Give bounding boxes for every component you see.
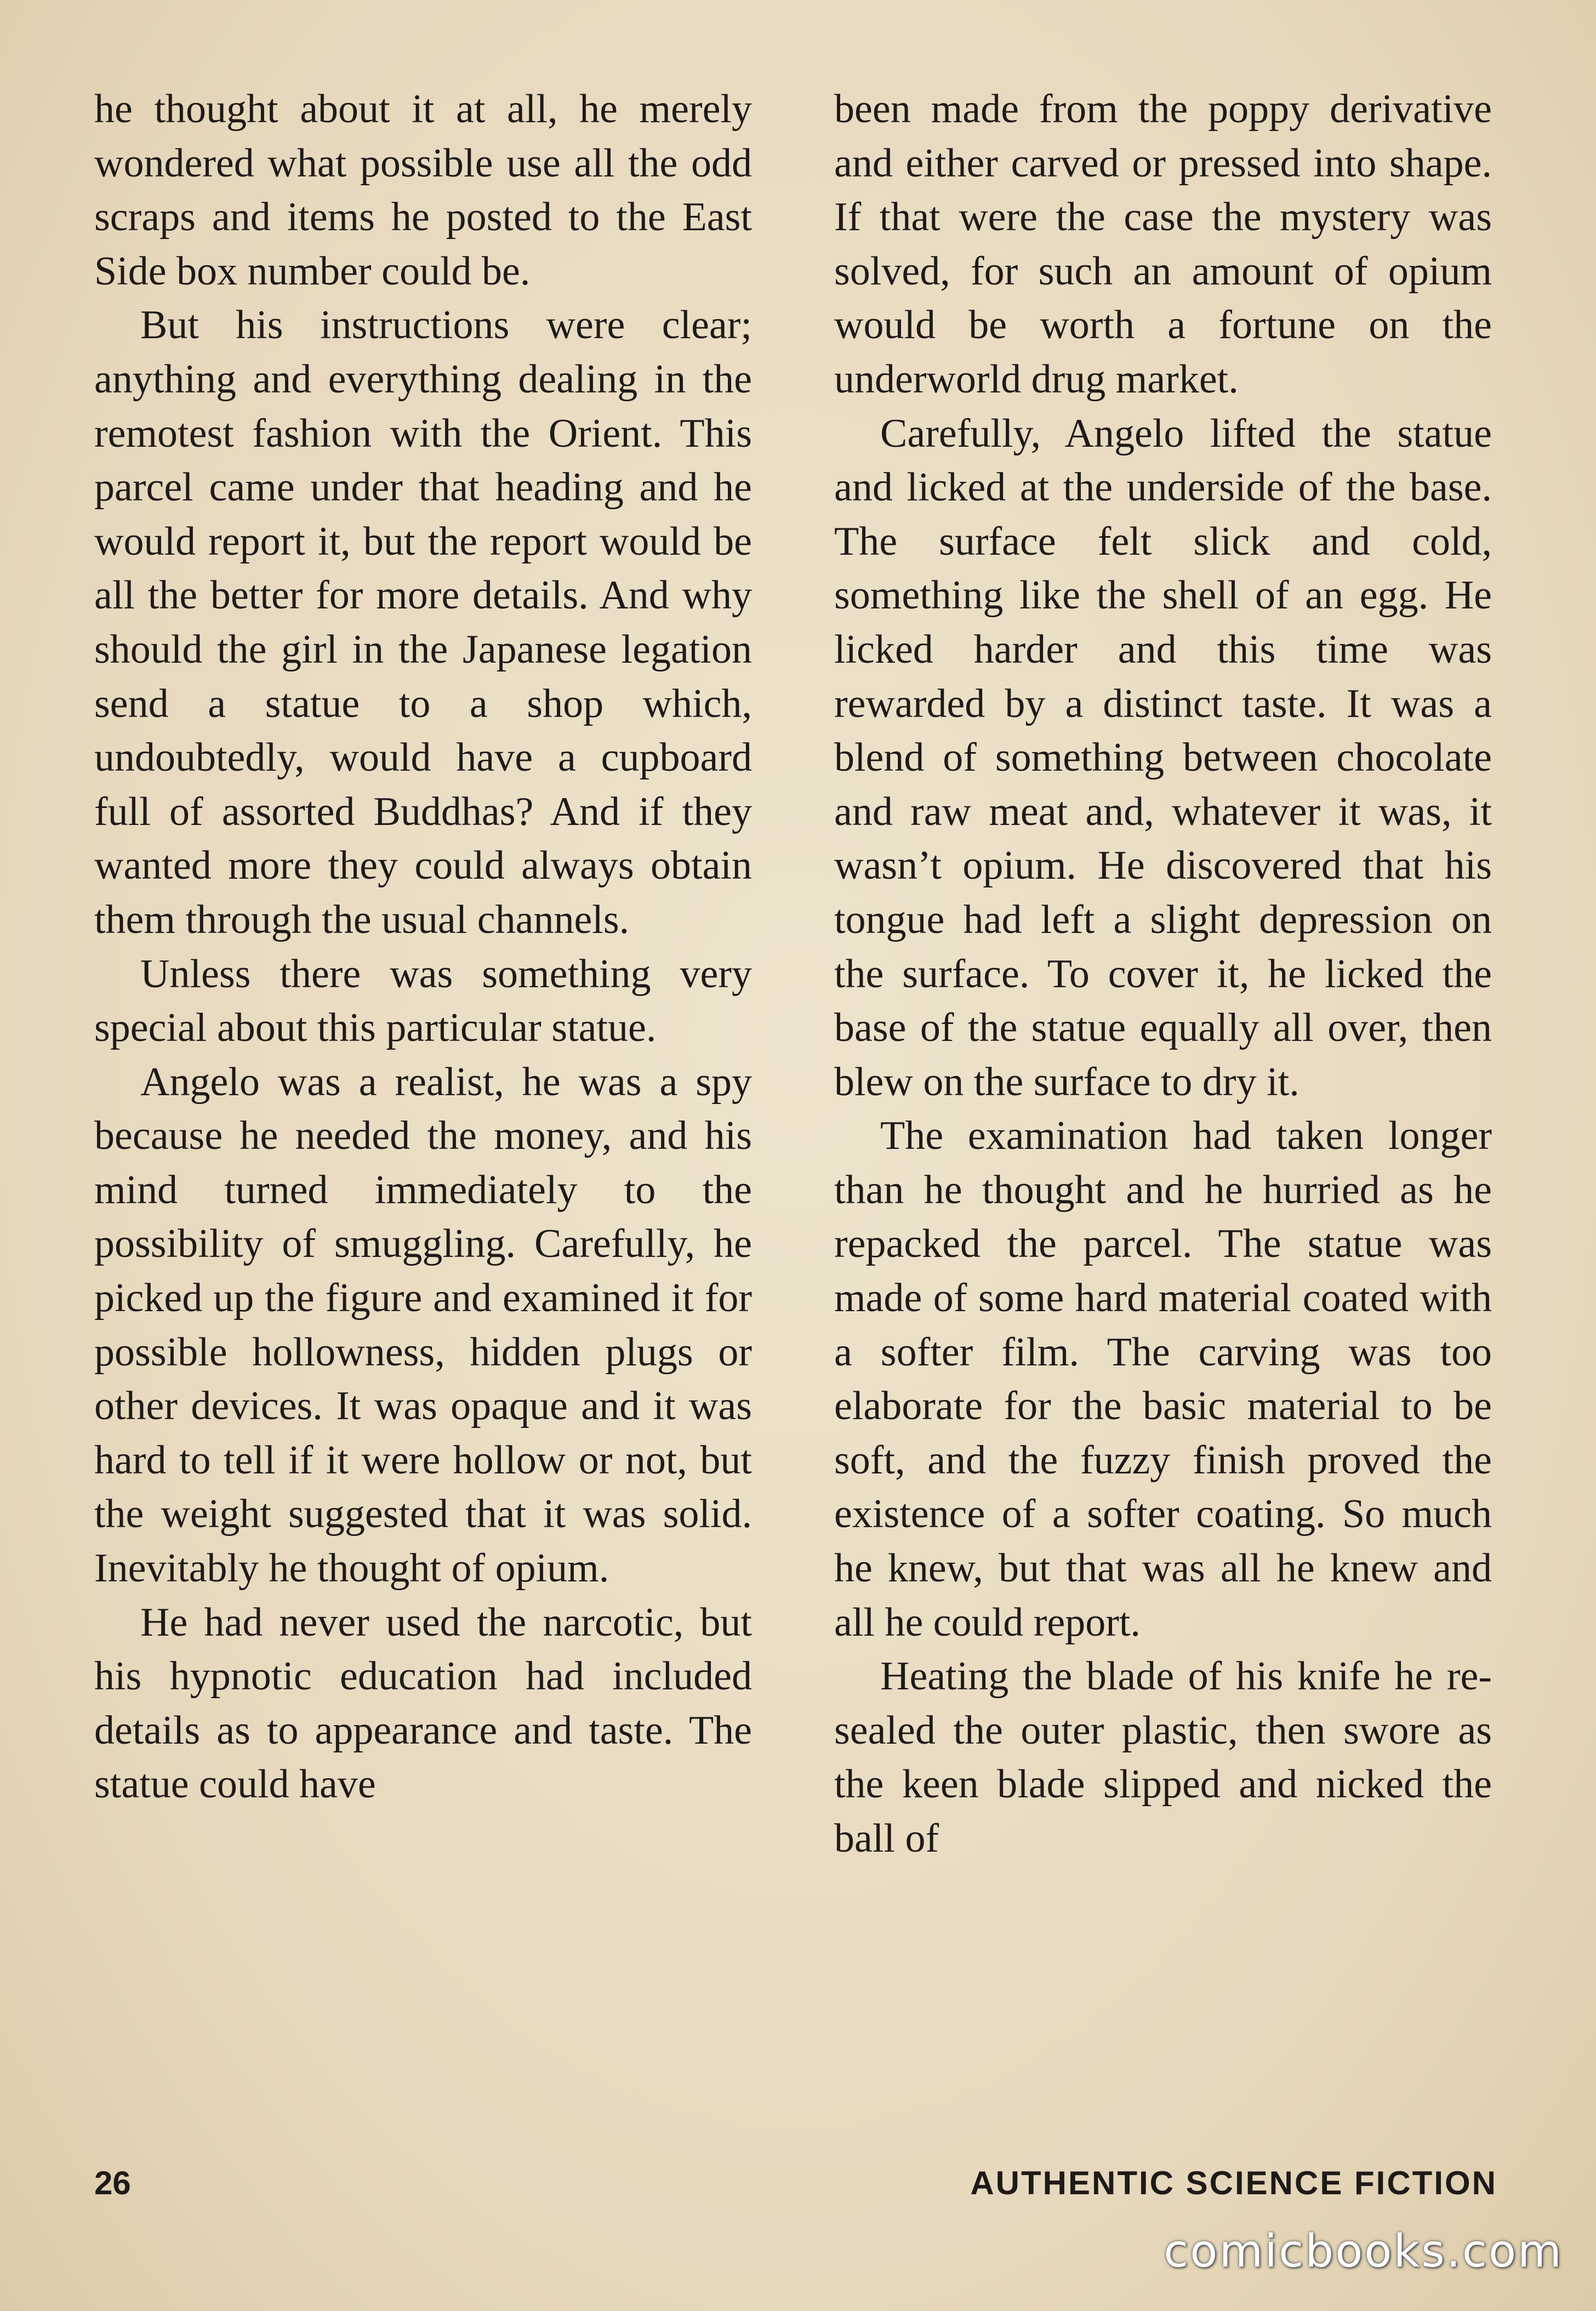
right-column: [834, 82, 1492, 1866]
paragraph: The examination had taken longer than he thought and he hurried as he repacked the parcel. The statue was made of some hard material coated with a softer film. The carving was too elaborate for the basic material to be soft, and the fuzzy finish proved the existence of a softer coating. So much he knew, but that was all he knew and all he could report.: [834, 1113, 1492, 1645]
page-footer: [94, 2164, 1497, 2213]
paragraph: Heating the blade of his knife he re-sealed the outer plastic, then swore as the keen blade slipped and nicked the ball of: [834, 1654, 1492, 1861]
magazine-title: AUTHENTIC SCIENCE FICTION: [970, 2165, 1497, 2201]
paragraph: He had never used the narcotic, but his hypnotic education had included details as to appearance and taste. The statue could have: [94, 1600, 752, 1807]
site-watermark: comicbooks.com: [1164, 2225, 1563, 2278]
page-number: 26: [94, 2165, 131, 2201]
paragraph: been made from the poppy derivative and either carved or pressed into shape. If that were the case the mystery was solved, for such an amount of opium would be worth a fortune on the underworld drug market.: [834, 87, 1492, 402]
paragraph: he thought about it at all, he merely wondered what possible use all the odd scraps and items he posted to the East Side box number could be.: [94, 87, 752, 294]
paragraph: But his instructions were clear; anything and everything dealing in the remotest fashion with the Orient. This parcel came under that heading and he would report it, but the report would be all the better for more details. And why should the girl in the Japanese legation send a statue to a shop which, undoubtedly, would have a cupboard full of assorted Buddhas? And if they wanted more they could always obtain them through the usual channels.: [94, 303, 752, 942]
paragraph: Angelo was a realist, he was a spy because he needed the money, and his mind turned immediately to the possibility of smuggling. Carefully, he picked up the figure and examined it for possible hollowness, hidden plugs or other devices. It was opaque and it was hard to tell if it were hollow or not, but the weight suggested that it was solid. Inevitably he thought of opium.: [94, 1059, 752, 1591]
paragraph: Unless there was something very special about this particular statue.: [94, 951, 752, 1051]
left-column: [94, 82, 752, 1812]
paragraph: Carefully, Angelo lifted the statue and licked at the underside of the base. The surface felt slick and cold, something like the shell of an egg. He licked harder and this time was rewarded by a distinct taste. It was a blend of something between chocolate and raw meat and, whatever it was, it wasn’t opium. He discovered that his tongue had left a slight depression on the surface. To cover it, he licked the base of the statue equally all over, then blew on the surface to dry it.: [834, 411, 1492, 1105]
